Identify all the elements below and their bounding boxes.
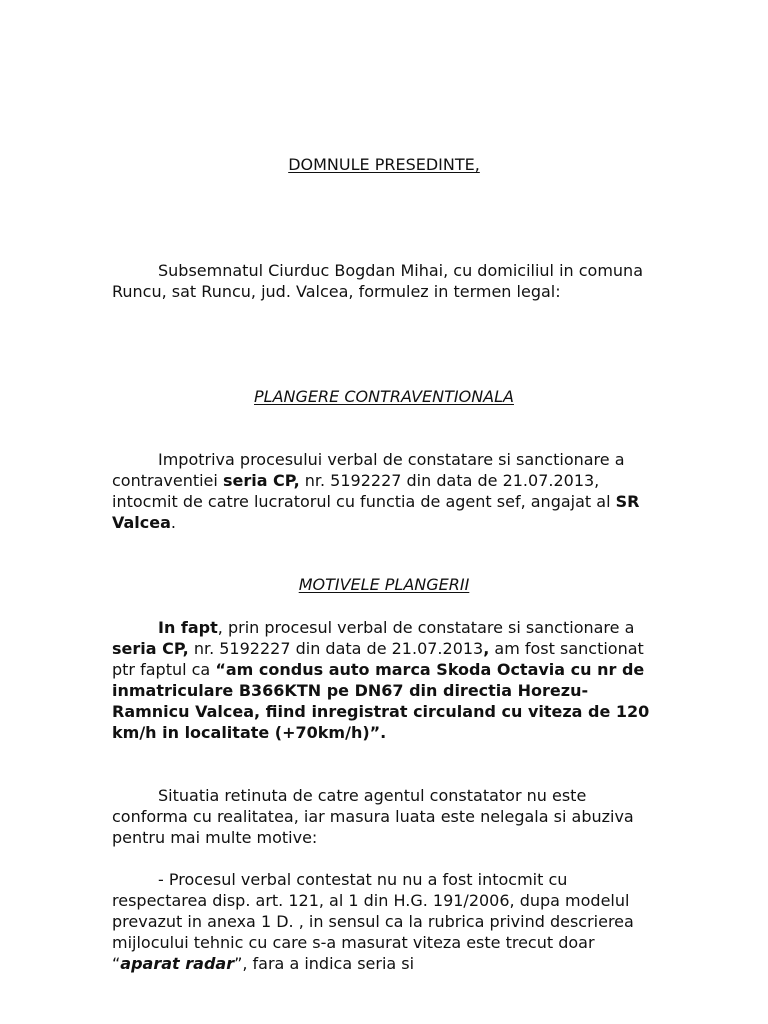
situation-paragraph: Situatia retinuta de catre agentul constatator nu este conforma cu realitatea, iar masura luata este nelegala si abuziva pentru mai multe motive:: [112, 786, 634, 847]
intro-paragraph: Subsemnatul Ciurduc Bogdan Mihai, cu domiciliul in comuna Runcu, sat Runcu, jud. Valcea, formulez in termen legal:: [112, 261, 643, 301]
text-run: nr. 5192227 din data de 21.07.2013, intocmit de catre lucratorul cu functia de agent sef, angajat al: [112, 471, 616, 511]
salutation-heading: DOMNULE PRESEDINTE,: [288, 155, 480, 174]
bold-run: seria CP,: [112, 639, 189, 658]
text-run: nr. 5192227 din data de 21.07.2013: [188, 639, 484, 658]
bold-run: In fapt: [158, 618, 218, 637]
text-run: , prin procesul verbal de constatare si sanctionare a: [217, 618, 635, 637]
bold-quote-run: “am condus auto marca Skoda Octavia cu nr de inmatriculare B366KTN pe DN67 din directia Horezu-Ramnicu Valcea, fiind inregistrat circuland cu viteza de 120 km/h in localitate (+70km/h)”.: [112, 660, 650, 742]
contested-report-paragraph: [112, 449, 660, 533]
report-defect-paragraph: [112, 869, 660, 974]
complaint-title: PLANGERE CONTRAVENTIONALA: [254, 387, 514, 406]
bold-italic-run: aparat radar: [120, 954, 235, 973]
text-run: Impotriva procesului verbal de constatare si sanctionare a contraventiei: [112, 450, 625, 490]
text-run: ”, fara a indica seria si: [234, 954, 415, 973]
bold-run: seria CP,: [222, 471, 300, 490]
bold-run: SR Valcea: [112, 492, 640, 532]
text-run: .: [170, 513, 177, 532]
reasons-title: MOTIVELE PLANGERII: [298, 575, 470, 594]
text-run: am fost sanctionat ptr faptul ca: [112, 639, 644, 679]
facts-paragraph: [112, 617, 660, 743]
text-run: - Procesul verbal contestat nu nu a fost intocmit cu respectarea disp. art. 121, al 1 din H.G. 191/2006, dupa modelul prevazut in anexa 1 D. , in sensul ca la rubrica privind descrierea mijlocului tehnic cu care s-a masurat viteza este trecut doar “: [112, 870, 634, 973]
bold-run: ,: [483, 639, 490, 658]
